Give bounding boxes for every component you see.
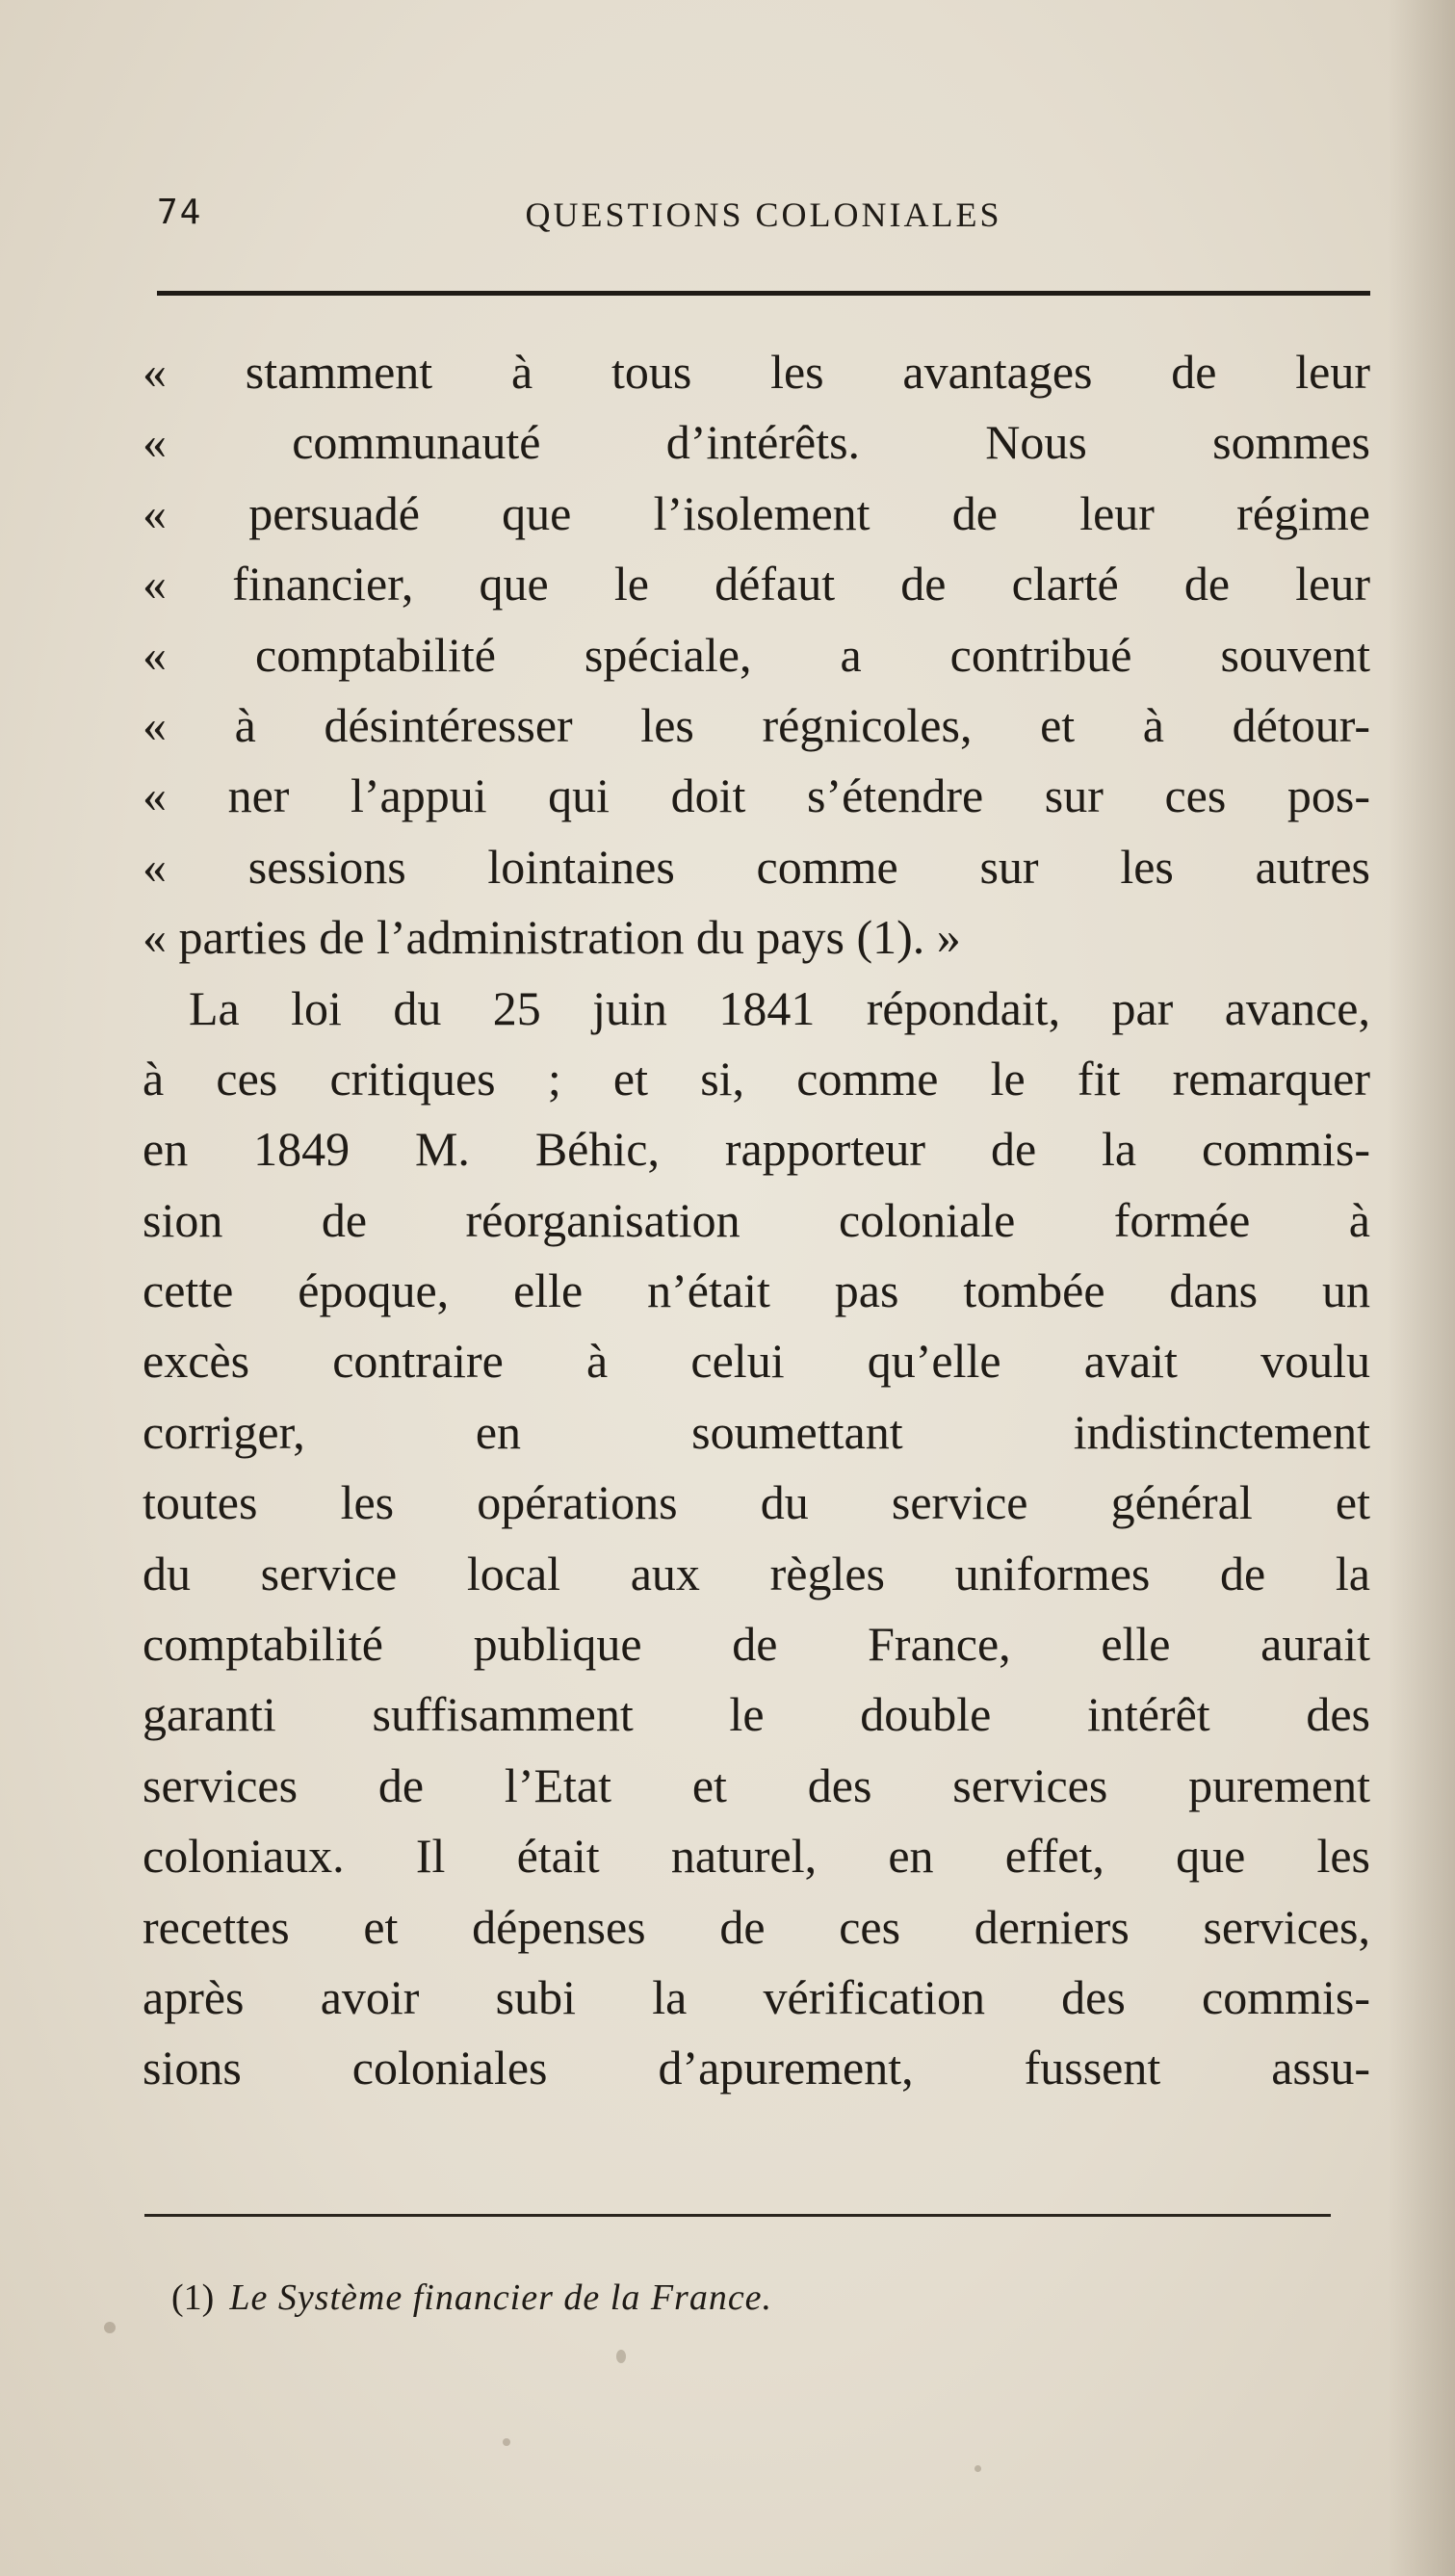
text-line: « ner l’appui qui doit s’étendre sur ces pos- <box>143 768 1370 823</box>
paper-speck <box>616 2350 626 2363</box>
text-line: « comptabilité spéciale, a contribué souvent <box>143 627 1370 682</box>
running-title: QUESTIONS COLONIALES <box>525 195 1002 234</box>
header-rule <box>157 291 1370 296</box>
page-edge-shadow <box>1388 0 1455 2576</box>
text-line: cette époque, elle n’était pas tombée dans un <box>143 1263 1370 1318</box>
text-line: garanti suffisamment le double intérêt des <box>143 1687 1370 1742</box>
footnote-marker: (1) <box>171 2277 215 2318</box>
text-line: en 1849 M. Béhic, rapporteur de la commis- <box>143 1122 1370 1177</box>
text-line: après avoir subi la vérification des commis- <box>143 1969 1370 2024</box>
text-line: « sessions lointaines comme sur les autres <box>143 839 1370 894</box>
text-line: à ces critiques ; et si, comme le fit remarquer <box>143 1051 1370 1106</box>
text-line: sion de réorganisation coloniale formée à <box>143 1192 1370 1247</box>
page-header <box>157 193 1370 250</box>
footnote-text: Le Système financier de la France. <box>229 2277 773 2318</box>
footnote-rule <box>144 2214 1331 2217</box>
text-line: sions coloniales d’apurement, fussent assu- <box>143 2041 1370 2095</box>
paragraph-start-line: La loi du 25 juin 1841 répondait, par avance, <box>189 980 1370 1035</box>
text-line: « communauté d’intérêts. Nous sommes <box>143 415 1370 470</box>
text-line: services de l’Etat et des services purement <box>143 1757 1370 1812</box>
page-number: 74 <box>157 193 203 232</box>
text-line: excès contraire à celui qu’elle avait voulu <box>143 1334 1370 1389</box>
footnote <box>171 2277 1327 2319</box>
text-line: du service local aux règles uniformes de la <box>143 1546 1370 1600</box>
text-line: « stamment à tous les avantages de leur <box>143 345 1370 399</box>
text-line: corriger, en soumettant indistinctement <box>143 1404 1370 1459</box>
text-line: coloniaux. Il était naturel, en effet, que les <box>143 1829 1370 1884</box>
text-line: comptabilité publique de France, elle aurait <box>143 1617 1370 1672</box>
text-line: « financier, que le défaut de clarté de leur <box>143 557 1370 611</box>
paper-speck <box>503 2438 510 2446</box>
text-line: « parties de l’administration du pays (1). » <box>143 910 961 965</box>
text-line: « persuadé que l’isolement de leur régime <box>143 485 1370 540</box>
text-line: toutes les opérations du service général et <box>143 1475 1370 1530</box>
text-line: recettes et dépenses de ces derniers services, <box>143 1899 1370 1954</box>
text-line: « à désintéresser les régnicoles, et à détour- <box>143 697 1370 752</box>
paper-speck <box>104 2322 116 2333</box>
body-text <box>143 337 1370 2104</box>
paper-speck <box>974 2465 981 2472</box>
